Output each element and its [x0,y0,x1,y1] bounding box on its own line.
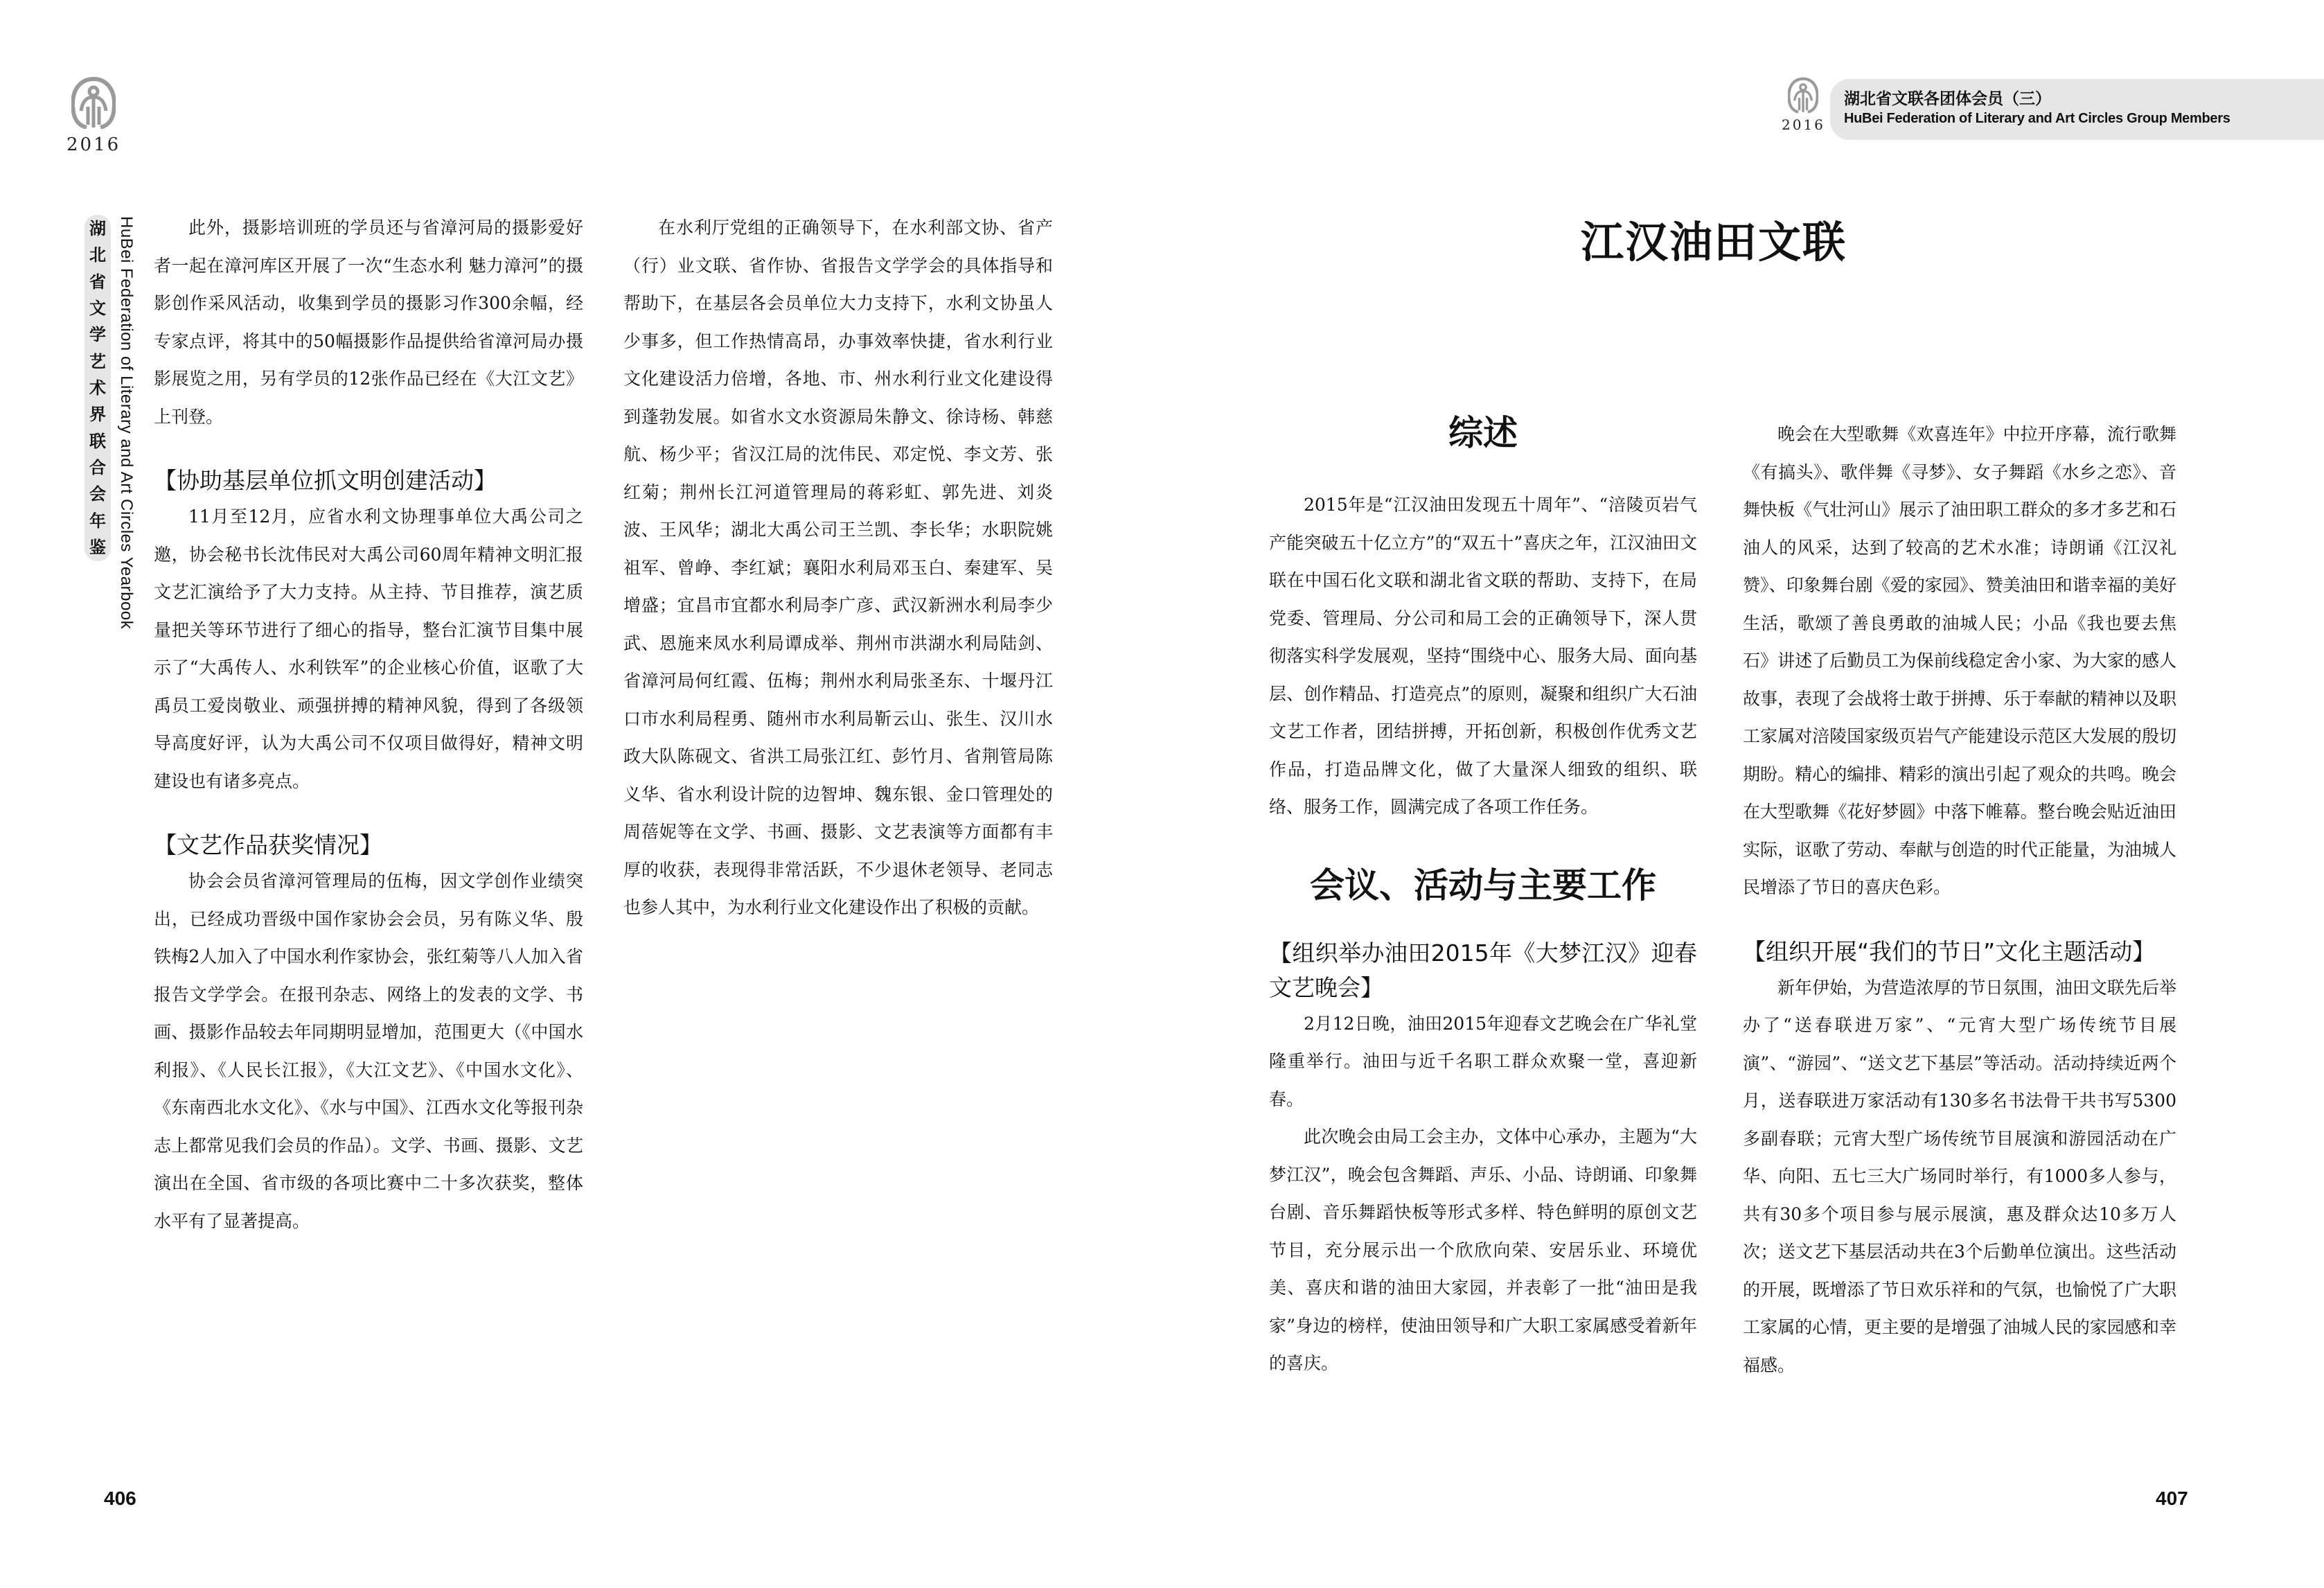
band-char: 艺 [89,351,106,371]
band-char: 省 [89,272,106,292]
side-band-chinese [85,215,111,561]
logo [66,76,121,155]
left-column-1 [154,209,583,1240]
page-number: 407 [2156,1488,2188,1509]
paragraph: 此外，摄影培训班的学员还与省漳河局的摄影爱好者一起在漳河库区开展了一次“生态水利 魅力漳河”的摄影创作采风活动，收集到学员的摄影习作300余幅，经专家点评，将其中的50幅摄影作品提供给省漳河局办摄影展览之用，另有学员的12张作品已经在《大江文艺》上刊登。 [154,218,583,427]
band-char: 湖 [89,219,106,238]
band-char: 北 [89,245,106,265]
band-char: 文 [89,298,106,318]
paragraph: 新年伊始，为营造浓厚的节日氛围，油田文联先后举办了“送春联进万家”、“元宵大型广场传统节目展演”、“游园”、“送文艺下基层”等活动。活动持续近两个月，送春联进万家活动有130多名书法骨干共书写5300多副春联；元宵大型广场传统节目展演和游园活动在广华、向阳、五七三大广场同时举行，有1000多人参与，共有30多个项目参与展示展演，惠及群众达10多万人次；送文艺下基层活动共在3个后勤单位演出。这些活动的开展，既增添了节日欢乐祥和的气氛，也愉悦了广大职工家属的心情，更主要的是增强了油城人民的家园感和幸福感。 [1743,977,2176,1375]
band-char: 学 [89,325,106,345]
header-chinese: 湖北省文联各团体会员（三） [1844,90,2051,108]
side-band-english: HuBei Federation of Literary and Art Circles Yearbook [117,216,136,630]
band-char: 术 [89,378,106,398]
paragraph: 晚会在大型歌舞《欢喜连年》中拉开序幕，流行歌舞《有搞头》、歌伴舞《寻梦》、女子舞蹈《水乡之恋》、音舞快板《气壮河山》展示了油田职工群众的多才多艺和石油人的风采，达到了较高的艺术水准；诗朗诵《江汉礼赞》、印象舞台剧《爱的家园》、赞美油田和谐幸福的美好生活，歌颂了善良勇敢的油城人民；小品《我也要去焦石》讲述了后勤员工为保前线稳定舍小家、为大家的感人故事，表现了会战将士敢于拼搏、乐于奉献的精神以及职工家属对涪陵国家级页岩气产能建设示范区大发展的殷切期盼。精心的编排、精彩的演出引起了观众的共鸣。晚会在大型歌舞《花好梦圆》中落下帷幕。整台晚会贴近油田实际，讴歌了劳动、奉献与创造的时代正能量，为油城人民增添了节日的喜庆色彩。 [1743,424,2176,897]
left-column-2 [623,209,1053,927]
section-heading: 【协助基层单位抓文明创建活动】 [154,467,497,494]
section-heading: 【文艺作品获奖情况】 [154,831,382,858]
paragraph: 2015年是“江汉油田发现五十周年”、“涪陵页岩气产能突破五十亿立方”的“双五十”喜庆之年，江汉油田文联在中国石化文联和湖北省文联的帮助、支持下，在局党委、管理局、分公司和局工会的正确领导下，深人贯彻落实科学发展观，坚持“围绕中心、服务大局、面向基层、创作精品、打造亮点”的原则，凝聚和组织广大石油文艺工作者，团结拼搏，开拓创新，积极创作优秀文艺作品，打造品牌文化，做了大量深人细致的组织、联络、服务工作，圆满完成了各项工作任务。 [1269,495,1697,817]
paragraph: 协会会员省漳河管理局的伍梅，因文学创作业绩突出，已经成功晋级中国作家协会会员，另有陈义华、殷铁梅2人加入了中国水利作家协会，张红菊等八人加入省报告文学学会。在报刊杂志、网络上的发表的文学、书画、摄影作品较去年同期明显增加，范围更大（《中国水利报》、《人民长江报》，《大江文艺》、《中国水文化》、《东南西北水文化》、《水与中国》、江西水文化等报刊杂志上都常见我们会员的作品）。文学、书画、摄影、文艺演出在全国、省市级的各项比赛中二十多次获奖，整体水平有了显著提高。 [154,871,583,1231]
logo [1782,76,1825,133]
activities-heading: 会议、活动与主要工作 [1310,865,1656,906]
federation-seal-icon [71,76,116,129]
band-char: 合 [89,457,106,477]
right-column-1 [1269,409,1697,1383]
section-heading: 【组织开展“我们的节日”文化主题活动】 [1743,937,2156,965]
paragraph: 2月12日晚，油田2015年迎春文艺晚会在广华礼堂隆重举行。油田与近千名职工群众欢聚一堂，喜迎新春。 [1269,1013,1697,1109]
header-english: HuBei Federation of Literary and Art Circles Group Members [1844,111,2230,126]
band-char: 年 [89,511,106,531]
overview-heading: 综述 [1448,413,1518,453]
band-char: 会 [89,484,106,504]
band-char: 联 [89,431,106,451]
running-header [1830,79,2324,140]
section-heading: 【组织举办油田2015年《大梦江汉》迎春文艺晚会】 [1269,939,1697,1001]
paragraph: 在水利厅党组的正确领导下，在水利部文协、省产（行）业文联、省作协、省报告文学学会的具体指导和帮助下，在基层各会员单位大力支持下，水利文协虽人少事多，但工作热情高昂，办事效率快捷，省水利行业文化建设活力倍增，各地、市、州水利行业文化建设得到蓬勃发展。如省水文水资源局朱静文、徐诗杨、韩慈航、杨少平；省汉江局的沈伟民、邓定悦、李文芳、张红菊；荆州长江河道管理局的蒋彩虹、郭先进、刘炎波、王风华；湖北大禹公司王兰凯、李长华；水职院姚祖军、曾峥、李红斌；襄阳水利局邓玉白、秦建军、吴增盛；宜昌市宜都水利局李广彦、武汉新洲水利局李少武、恩施来凤水利局谭成举、荆州市洪湖水利局陆剑、省漳河局何红霞、伍梅；荆州水利局张圣东、十堰丹江口市水利局程勇、随州市水利局靳云山、张生、汉川水政大队陈砚文、省洪工局张江红、彭竹月、省荆管局陈义华、省水利设计院的边智坤、魏东银、金口管理处的周蓓妮等在文学、书画、摄影、文艺表演等方面都有丰厚的收获，表现得非常活跃，不少退休老领导、老同志也参人其中，为水利行业文化建设作出了积极的贡献。 [623,218,1053,917]
band-char: 界 [89,405,106,425]
paragraph: 11月至12月，应省水利文协理事单位大禹公司之邀，协会秘书长沈伟民对大禹公司60周年精神文明汇报文艺汇演给予了大力支持。从主持、节目推荐，演艺质量把关等环节进行了细心的指导，整台汇演节目集中展示了“大禹传人、水利铁军”的企业核心价值，讴歌了大禹员工爱岗敬业、顽强拼搏的精神风貌，得到了各级领导高度好评，认为大禹公司不仅项目做得好，精神文明建设也有诸多亮点。 [154,506,583,791]
page-number: 406 [104,1488,136,1509]
federation-seal-icon [1788,76,1818,114]
page-title: 江汉油田文联 [1581,217,1847,267]
band-char: 鉴 [89,537,106,557]
logo-year: 2016 [1782,116,1825,133]
logo-year: 2016 [66,134,121,155]
right-column-2 [1743,416,2176,1384]
paragraph: 此次晚会由局工会主办，文体中心承办，主题为“大梦江汉”，晚会包含舞蹈、声乐、小品、诗朗诵、印象舞台剧、音乐舞蹈快板等形式多样、特色鲜明的原创文艺节目，充分展示出一个欣欣向荣、安居乐业、环境优美、喜庆和谐的油田大家园，并表彰了一批“油田是我家”身边的榜样，使油田领导和广大职工家属感受着新年的喜庆。 [1269,1127,1697,1373]
